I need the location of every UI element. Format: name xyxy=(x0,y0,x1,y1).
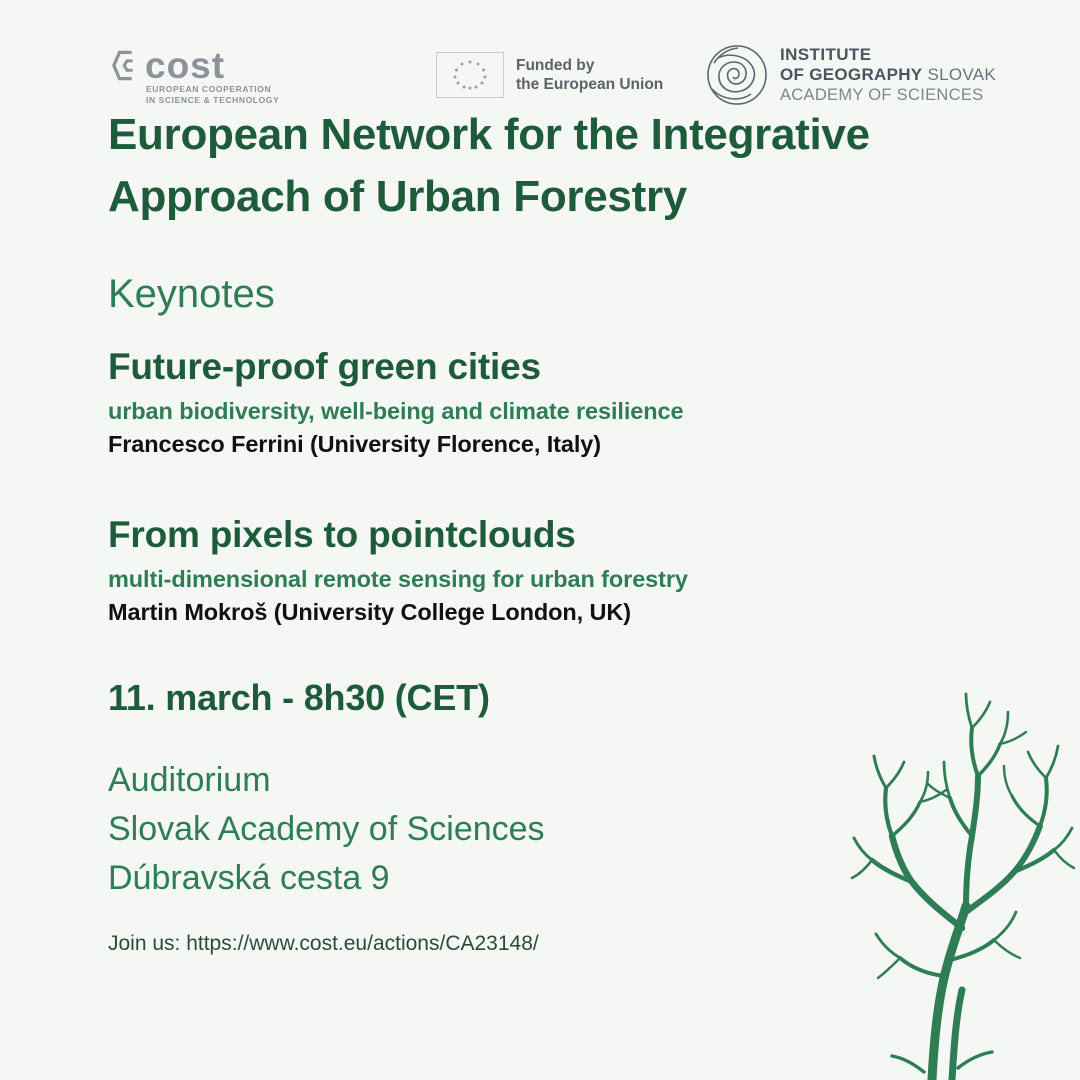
cost-subtitle-line1: EUROPEAN COOPERATION xyxy=(146,84,272,94)
cost-wordmark: cost xyxy=(145,44,226,86)
institute-of-geography-text xyxy=(780,45,996,105)
keynote-speaker: Francesco Ferrini (University Florence, Italy) xyxy=(108,431,601,457)
page-title: European Network for the Integrative Approach of Urban Forestry xyxy=(108,110,870,221)
iog-line2 xyxy=(780,65,996,85)
venue-line-1: Auditorium xyxy=(108,761,271,799)
venue-line-3: Dúbravská cesta 9 xyxy=(108,859,390,897)
iog-line2-bold: OF GEOGRAPHY xyxy=(780,65,923,84)
keynote-item xyxy=(108,512,1008,628)
keynote-title: From pixels to pointclouds xyxy=(108,514,576,555)
eu-funding-text xyxy=(516,56,663,94)
join-link-text[interactable]: Join us: https://www.cost.eu/actions/CA23148/ xyxy=(108,932,539,955)
eu-stars-icon xyxy=(437,53,503,97)
keynote-subtitle: multi-dimensional remote sensing for urban forestry xyxy=(108,566,688,592)
keynote-speaker: Martin Mokroš (University College London, UK) xyxy=(108,599,631,625)
tree-illustration-icon xyxy=(756,660,1080,1080)
venue-line-2: Slovak Academy of Sciences xyxy=(108,810,545,848)
iog-line3: ACADEMY OF SCIENCES xyxy=(780,86,984,104)
eu-flag-icon xyxy=(436,52,504,98)
cost-hexagon-icon xyxy=(112,49,142,82)
cost-wordmark-row xyxy=(112,44,287,86)
event-datetime: 11. march - 8h30 (CET) xyxy=(108,677,490,718)
keynote-subtitle: urban biodiversity, well-being and climate resilience xyxy=(108,398,684,424)
eu-funding-logo xyxy=(436,52,663,98)
eu-funding-line1: Funded by xyxy=(516,57,595,74)
iog-line1: INSTITUTE xyxy=(780,45,872,64)
section-label-keynotes: Keynotes xyxy=(108,272,275,316)
eu-funding-line2: the European Union xyxy=(516,76,664,93)
keynote-title: Future-proof green cities xyxy=(108,346,541,387)
cost-subtitle-line2: IN SCIENCE & TECHNOLOGY xyxy=(146,95,280,105)
institute-of-geography-logo xyxy=(706,44,996,106)
globe-contour-icon xyxy=(706,44,768,106)
iog-line2-rest: SLOVAK xyxy=(922,65,997,84)
logo-bar xyxy=(0,22,1080,105)
keynote-item xyxy=(108,344,1008,460)
cost-logo xyxy=(112,44,287,105)
